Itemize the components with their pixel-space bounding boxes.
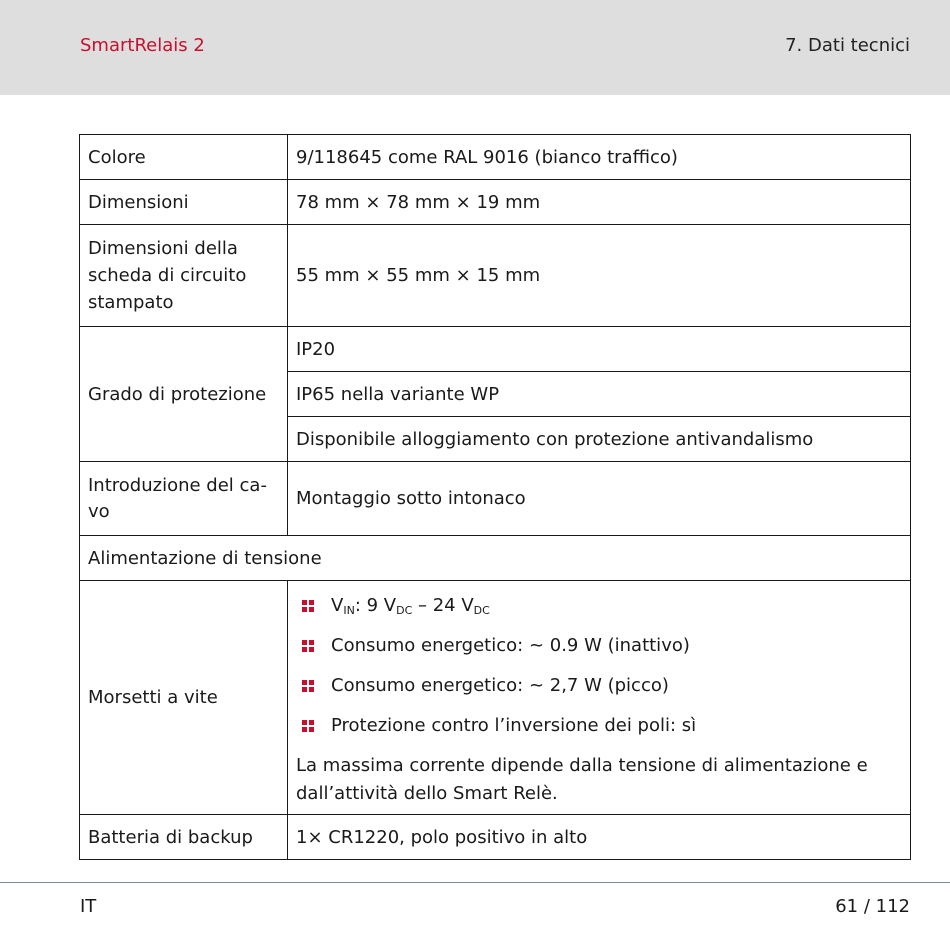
table-row: [80, 327, 911, 372]
table-row: [80, 815, 911, 860]
bullet-icon: [302, 600, 314, 612]
bullet-icon: [302, 640, 314, 652]
table-row: [80, 462, 911, 536]
page-number: 61 / 112: [835, 896, 910, 917]
row-value: 9/118645 come RAL 9016 (bianco traffico): [288, 135, 911, 180]
list-item-text: Protezione contro l’inversione dei poli: sì: [331, 715, 697, 737]
list-item-text: Consumo energetico: ~ 0.9 W (inattivo): [331, 635, 690, 657]
footer-divider: [0, 882, 950, 883]
row-value: 1× CR1220, polo positivo in alto: [288, 815, 911, 860]
row-value: 78 mm × 78 mm × 19 mm: [288, 180, 911, 225]
row-value: [288, 581, 911, 815]
row-label: Batteria di backup: [80, 815, 288, 860]
row-value: IP65 nella variante WP: [288, 372, 911, 417]
section-title: 7. Dati tecnici: [785, 35, 910, 56]
table-row: [80, 225, 911, 327]
row-label: Morsetti a vite: [80, 581, 288, 815]
brand-title: SmartRelais 2: [80, 35, 205, 56]
row-value: IP20: [288, 327, 911, 372]
row-value: Montaggio sotto intonaco: [288, 462, 911, 536]
bullet-icon: [302, 680, 314, 692]
row-label: Grado di protezione: [80, 327, 288, 462]
note-text: La massima corrente dipende dalla tensione di alimentazione e dall’attività dello Smart Relè.: [296, 754, 868, 804]
section-heading: Alimentazione di tensione: [80, 536, 911, 581]
list-item: [296, 666, 902, 706]
language-code: IT: [80, 896, 97, 917]
vin-text: $V_{IN}$: 9 $V_{DC} - 24$ $V_{DC}$: [331, 594, 490, 617]
row-label: Dimensioni della scheda di circuito stampato: [80, 225, 288, 327]
row-label: Introduzione del ca-vo: [80, 462, 288, 536]
list-item: [296, 586, 902, 626]
list-item: [296, 706, 902, 746]
row-label: Colore: [80, 135, 288, 180]
list-item: [296, 626, 902, 666]
row-value: Disponibile alloggiamento con protezione antivandalismo: [288, 417, 911, 462]
bullet-icon: [302, 720, 314, 732]
table-row: [80, 180, 911, 225]
row-label: Dimensioni: [80, 180, 288, 225]
table-row: [80, 135, 911, 180]
row-value: 55 mm × 55 mm × 15 mm: [288, 225, 911, 327]
table-row: [80, 536, 911, 581]
spec-table: [79, 134, 911, 860]
page-header: [0, 0, 950, 95]
list-item-text: Consumo energetico: ~ 2,7 W (picco): [331, 675, 669, 697]
table-row: [80, 581, 911, 815]
